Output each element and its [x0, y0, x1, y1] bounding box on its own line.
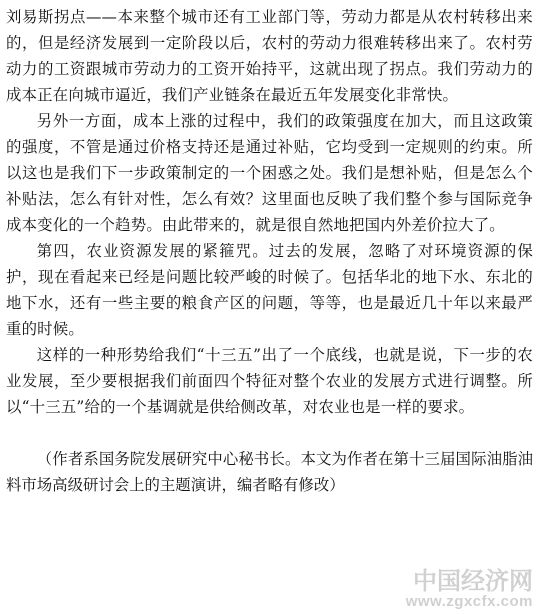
author-note: （作者系国务院发展研究中心秘书长。本文为作者在第十三届国际油脂油料市场高级研讨会上的主题演讲，编者略有修改）: [6, 450, 533, 494]
article-body: [6, 4, 533, 498]
paragraph-4: 这样的一种形势给我们“十三五”出了一个底线，也就是说，下一步的农业发展，至少要根据我们前面四个特征对整个农业的发展方式进行调整。所以“十三五”给的一个基调就是供给侧改革，对农业也是一样的要求。: [6, 346, 533, 416]
watermark-url: www.zgxcfx.com: [405, 593, 533, 610]
site-watermark: [406, 570, 533, 610]
paragraph-2: 另外一方面，成本上涨的过程中，我们的政策强度在加大，而且这政策的强度，不管是通过价格支持还是通过补贴，它均受到一定规则的约束。所以这也是我们下一步政策制定的一个困惑之处。我们是想补贴，但是怎么个补贴法，怎么有针对性，怎么有效？这里面也反映了我们整个参与国际竞争成本变化的一个趋势。由此带来的，就是很自然地把国内外差价拉大了。: [6, 112, 533, 234]
paragraph-3: 第四，农业资源发展的紧箍咒。过去的发展，忽略了对环境资源的保护，现在看起来已经是问题比较严峻的时候了。包括华北的地下水、东北的地下水，还有一些主要的粮食产区的问题，等等，也是最近几十年以来最严重的时候。: [6, 242, 533, 338]
watermark-name: 中国经济网: [413, 568, 533, 595]
spacer: [6, 420, 533, 446]
paragraph-1: 刘易斯拐点——本来整个城市还有工业部门等，劳动力都是从农村转移出来的，但是经济发展到一定阶段以后，农村的劳动力很难转移出来了。农村劳动力的工资跟城市劳动力的工资开始持平，这就出现了拐点。我们劳动力的成本正在向城市逼近，我们产业链条在最近五年发展变化非常快。: [6, 8, 533, 104]
